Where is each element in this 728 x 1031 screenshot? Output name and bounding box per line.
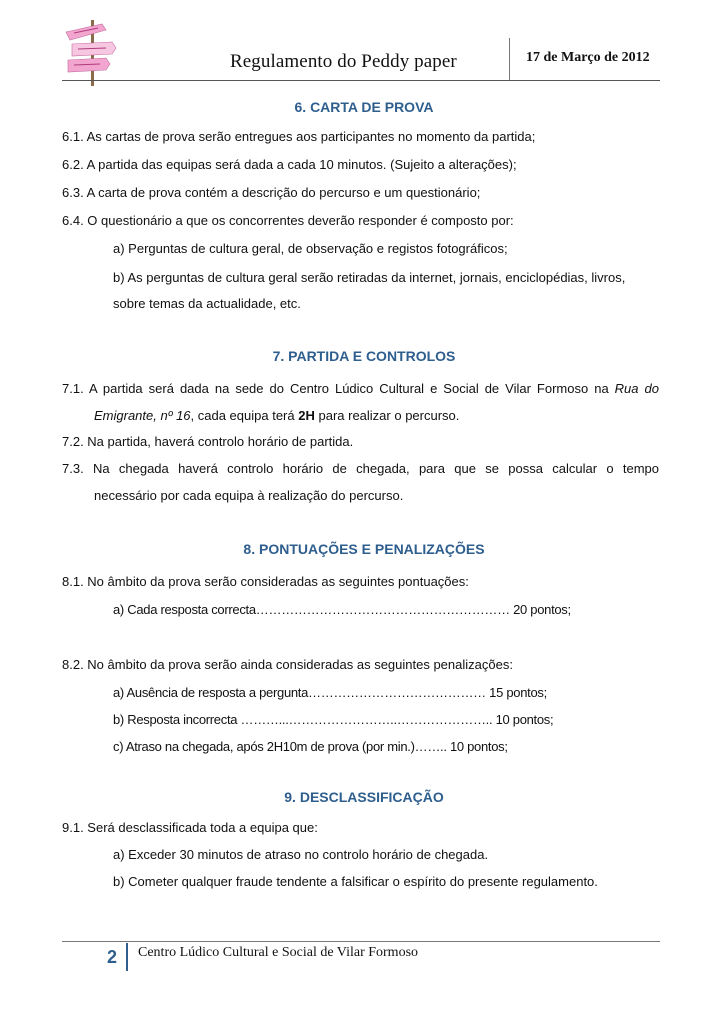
item-8-1: 8.1. No âmbito da prova serão consideradas as seguintes pontuações: xyxy=(62,574,469,589)
item-7-2: 7.2. Na partida, haverá controlo horário de partida. xyxy=(62,434,354,449)
signpost-logo-image xyxy=(62,18,124,88)
item-6-4-a: a) Perguntas de cultura geral, de observação e registos fotográficos; xyxy=(113,241,508,256)
footer-organization: Centro Lúdico Cultural e Social de Vilar Formoso xyxy=(138,945,419,960)
section-9-title: 9. DESCLASSIFICAÇÃO xyxy=(284,789,444,805)
page-number: 2 xyxy=(107,947,118,967)
item-6-3: 6.3. A carta de prova contém a descrição do percurso e um questionário; xyxy=(62,185,481,200)
item-6-4-b-line2: sobre temas da actualidade, etc. xyxy=(113,296,301,311)
item-7-3-line1: 7.3. Na chegada haverá controlo horário de chegada, para que se possa calcular o tempo xyxy=(62,461,659,476)
item-7-1-line1 xyxy=(62,381,659,397)
item-8-2-c: c) Atraso na chegada, após 2H10m de prova (por min.)…….. 10 pontos; xyxy=(113,739,508,754)
item-7-1-address: Emigrante, nº 16 xyxy=(94,408,191,423)
section-6-title: 6. CARTA DE PROVA xyxy=(294,99,434,115)
document-title: Regulamento do Peddy paper xyxy=(230,51,457,72)
item-6-1: 6.1. As cartas de prova serão entregues aos participantes no momento da partida; xyxy=(62,129,536,144)
item-9-1: 9.1. Será desclassificada toda a equipa que: xyxy=(62,820,318,835)
item-6-4-b-text: b) As perguntas de cultura geral serão retiradas da internet, jornais, enciclopédias, livros, xyxy=(113,270,626,285)
item-8-2-a: a) Ausência de resposta a pergunta…………………………………… 15 pontos; xyxy=(113,685,547,700)
item-6-4: 6.4. O questionário a que os concorrentes deverão responder é composto por: xyxy=(62,213,514,228)
header-separator xyxy=(509,38,510,80)
footer-separator xyxy=(126,943,128,971)
item-8-2: 8.2. No âmbito da prova serão ainda consideradas as seguintes penalizações: xyxy=(62,657,513,672)
item-7-1-text: 7.1. A partida será dada na sede do Centro Lúdico Cultural e Social de Vilar Formoso na xyxy=(62,381,609,396)
item-8-2-b: b) Resposta incorrecta ………...……………………..………………….. 10 pontos; xyxy=(113,712,554,727)
footer-rule xyxy=(62,941,660,942)
header-rule xyxy=(62,80,660,81)
item-7-1-duration: 2H xyxy=(298,408,315,423)
section-7-title: 7. PARTIDA E CONTROLOS xyxy=(272,348,456,364)
document-date: 17 de Março de 2012 xyxy=(526,50,650,65)
item-8-1-a: a) Cada resposta correcta…………………………………………………… 20 pontos; xyxy=(113,602,571,617)
item-6-2: 6.2. A partida das equipas será dada a cada 10 minutos. (Sujeito a alterações); xyxy=(62,157,517,172)
item-7-3-line2: necessário por cada equipa à realização do percurso. xyxy=(94,488,404,503)
item-7-1-team-text: , cada equipa terá xyxy=(190,408,295,423)
item-6-4-b-line1 xyxy=(113,270,658,286)
item-7-1-end-text: para realizar o percurso. xyxy=(318,408,460,423)
item-7-1-street: Rua do xyxy=(614,381,659,396)
item-9-1-a: a) Exceder 30 minutos de atraso no controlo horário de chegada. xyxy=(113,847,489,862)
item-7-1-line2 xyxy=(94,408,459,424)
section-8-title: 8. PONTUAÇÕES E PENALIZAÇÕES xyxy=(243,541,485,557)
item-9-1-b: b) Cometer qualquer fraude tendente a falsificar o espírito do presente regulamento. xyxy=(113,874,598,889)
